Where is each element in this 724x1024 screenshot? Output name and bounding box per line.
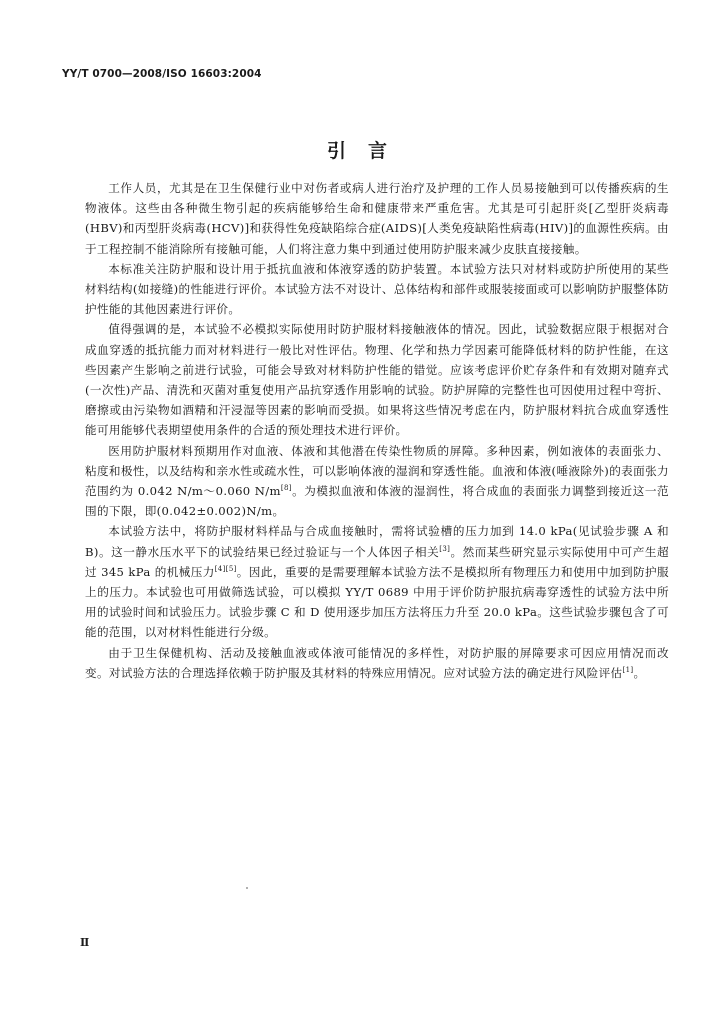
paragraph-2-text: 本标准关注防护服和设计用于抵抗血液和体液穿透的防护装置。本试验方法只对材料或防护所使用的某些材料结构(如接缝)的性能进行评价。本试验方法不对设计、总体结构和部件或服装接面或可以影响防护服整体防护性能的其他因素进行评价。 — [85, 261, 669, 317]
paragraph-6-text-pre: 由于卫生保健机构、活动及接触血液或体液可能情况的多样性，对防护服的屏障要求可因应用情况而改变。对试验方法的合理选择依赖于防护服及其材料的特殊应用情况。应对试验方法的确定进行风险评估 — [85, 645, 669, 680]
paragraph-6 — [85, 643, 669, 683]
scan-speck — [246, 887, 248, 889]
paragraph-4 — [85, 441, 669, 522]
paragraph-4-text-post: 。为模拟血液和体液的湿润性，将合成血的表面张力调整到接近这一范围的下限，即(0.042±0.002)N/m。 — [85, 484, 669, 519]
paragraph-5 — [85, 521, 669, 642]
body-text — [85, 178, 669, 683]
paragraph-6-text-post: 。 — [633, 665, 646, 680]
citation-ref: [8] — [280, 484, 292, 493]
paragraph-5-text-pre: 本试验方法中，将防护服材料样品与合成血接触时，需将试验槽的压力加到 14.0 kPa(见试验步骤 A 和 B)。这一静水压水平下的试验结果已经过验证与一个人体因子相关 — [85, 524, 669, 559]
paragraph-2 — [85, 259, 669, 320]
paragraph-1 — [85, 178, 669, 259]
citation-ref: [1] — [622, 665, 634, 674]
paragraph-5-text-mid: 。然而某些研究显示实际使用中可产生超过 345 kPa 的机械压力 — [85, 544, 669, 579]
section-title: 引言 — [326, 140, 409, 162]
citation-ref: [4][5] — [214, 564, 237, 573]
paragraph-5-text-post: 。因此，重要的是需要理解本试验方法不是模拟所有物理压力和使用中加到防护服上的压力。本试验也可用做筛选试验，可以模拟 YY/T 0689 中用于评价防护服抗病毒穿透性的试验方法中所用的试验时间和试验压力。试验步骤 C 和 D 使用逐步加压方法将压力升至 20.0 kPa。这些试验步骤包含了可能的范围，以对材料性能进行分级。 — [85, 564, 669, 640]
paragraph-1-text: 工作人员，尤其是在卫生保健行业中对伤者或病人进行治疗及护理的工作人员易接触到可以传播疾病的生物液体。这些由各种微生物引起的疾病能够给生命和健康带来严重危害。尤其是可引起肝炎[乙型肝炎病毒(HBV)和丙型肝炎病毒(HCV)]和获得性免疫缺陷综合症(AIDS)[人类免疫缺陷性病毒(HIV)]的血源性疾病。由于工程控制不能消除所有接触可能，人们将注意力集中到通过使用防护服来减少皮肤直接接触。 — [85, 181, 669, 256]
standard-code: YY/T 0700—2008/ISO 16603:2004 — [62, 68, 262, 80]
citation-ref: [3] — [439, 544, 451, 553]
page-number: Ⅱ — [80, 936, 90, 949]
paragraph-3 — [85, 319, 669, 440]
paragraph-4-text-pre: 医用防护服材料预期用作对血液、体液和其他潜在传染性物质的屏障。多种因素，例如液体的表面张力、粘度和极性，以及结构和亲水性或疏水性，可以影响体液的湿润和穿透性能。血液和体液(唾液除外)的表面张力范围约为 0.042 N/m～0.060 N/m — [85, 443, 669, 499]
paragraph-3-text: 值得强调的是，本试验不必模拟实际使用时防护服材料接触液体的情况。因此，试验数据应限于根据对合成血穿透的抵抗能力而对材料进行一般比对性评估。物理、化学和热力学因素可能降低材料的防护性能，在这些因素产生影响之前进行试验，可能会导致对材料防护性能的错觉。应该考虑评价贮存条件和有效期对随弃式(一次性)产品、清洗和灭菌对重复使用产品抗穿透作用影响的试验。防护屏障的完整性也可因使用过程中弯折、磨擦或由污染物如酒精和汗浸湿等因素的影响而受损。如果将这些情况考虑在内，防护服材料抗合成血穿透性能可用能够代表期望使用条件的合适的预处理技术进行评价。 — [85, 322, 669, 438]
